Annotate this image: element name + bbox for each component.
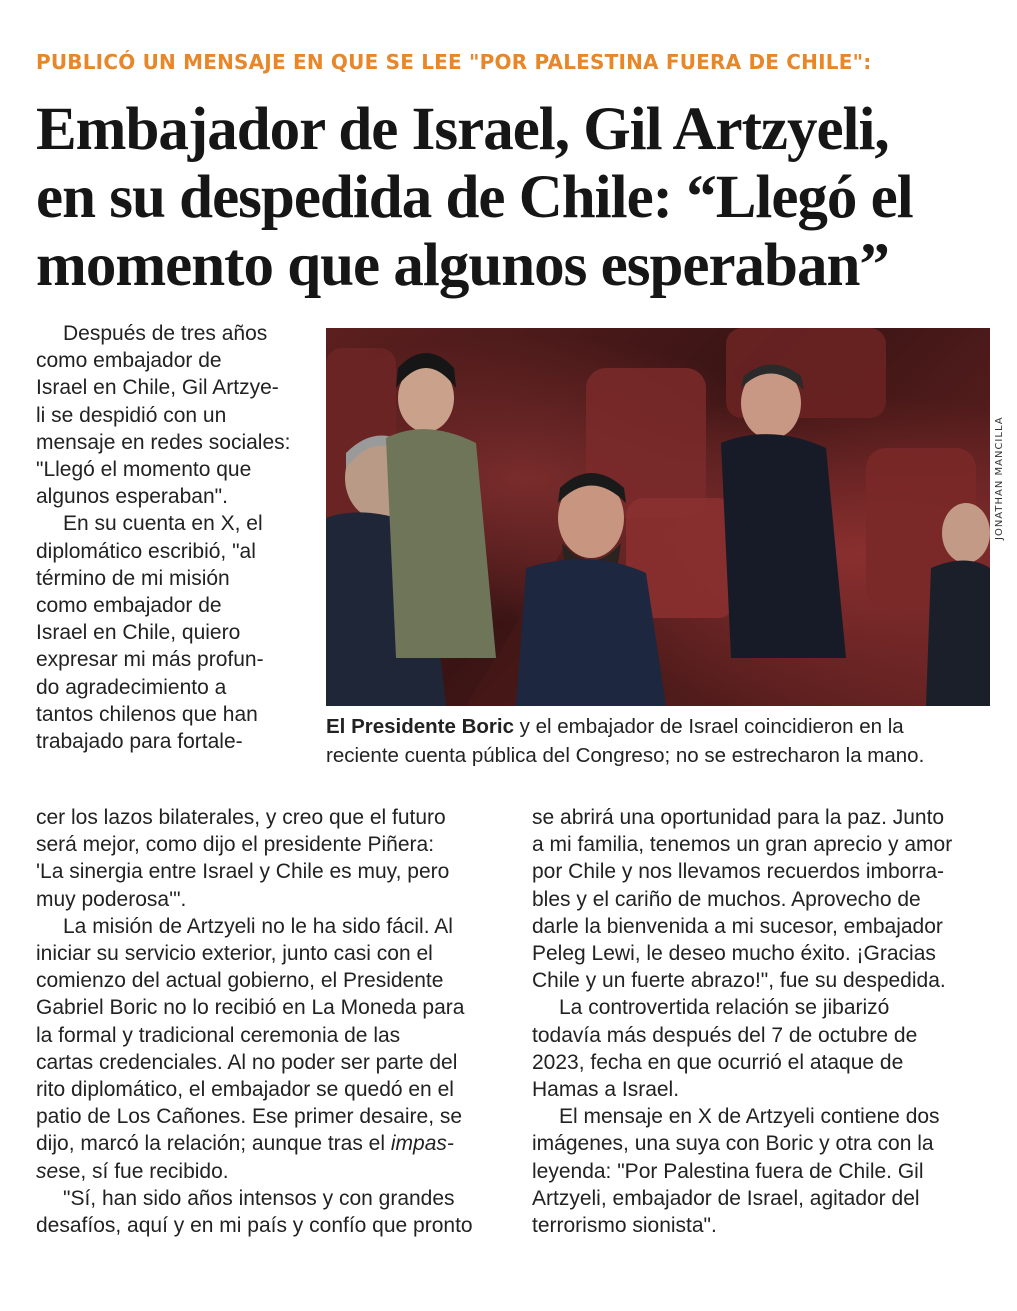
body-line: se abrirá una oportunidad para la paz. Junto [532,806,945,829]
body-line: término de mi misión [36,566,230,590]
body-line: do agradecimiento a [36,675,227,699]
caption-bold: El Presidente Boric [326,715,514,738]
body-line: Hamas a Israel. [532,1078,680,1102]
body-text: dijo, marcó la relación; aunque tras el [36,1132,391,1156]
photo-caption [326,712,996,770]
kicker: PUBLICÓ UN MENSAJE EN QUE SE LEE "POR PALESTINA FUERA DE CHILE": [36,50,872,74]
body-line: terrorismo sionista". [532,1214,717,1238]
body-line: El mensaje en X de Artzyeli contiene dos [559,1105,940,1129]
body-line: la formal y tradicional ceremonia de las [36,1023,401,1047]
body-line: diplomático escribió, "al [36,539,256,563]
body-line: iniciar su servicio exterior, junto casi con el [36,942,433,966]
body-line: Peleg Lewi, le deseo mucho éxito. ¡Gracias [532,942,936,966]
body-line: a mi familia, tenemos un gran aprecio y amor [532,833,953,857]
body-line: "Llegó el momento que [36,458,252,482]
body-line: muy poderosa'". [36,887,187,911]
body-line: patio de Los Cañones. Ese primer desaire, se [36,1105,463,1129]
body-line: todavía más después del 7 de octubre de [532,1023,918,1047]
body-line: La controvertida relación se jibarizó [559,996,890,1020]
body-line: será mejor, como dijo el presidente Piñera: [36,833,435,857]
body-text: se, sí fue recibido. [58,1159,229,1183]
body-line: cartas credenciales. Al no poder ser parte del [36,1050,458,1074]
body-line: Chile y un fuerte abrazo!", fue su despedida. [532,969,946,993]
body-column-2 [532,804,992,1239]
body-line [36,1130,506,1157]
body-line: Israel en Chile, Gil Artzye- [36,376,279,400]
news-photo [326,328,990,706]
body-line: li se despidió con un [36,403,227,427]
body-line: imágenes, una suya con Boric y otra con la [532,1132,934,1156]
italic-word: impas- [390,1132,454,1156]
body-line: como embajador de [36,349,222,373]
body-line: expresar mi más profun- [36,648,264,672]
headline-line: en su despedida de Chile: “Llegó el [36,164,913,231]
body-line: Artzyeli, embajador de Israel, agitador del [532,1186,920,1210]
headline-line: Embajador de Israel, Gil Artzyeli, [36,96,889,163]
headline [36,96,996,300]
body-line: Gabriel Boric no lo recibió en La Moneda para [36,996,465,1020]
body-column-1-bottom [36,804,506,1239]
body-line: desafíos, aquí y en mi país y confío que pronto [36,1214,473,1238]
body-line: "Sí, han sido años intensos y con grandes [63,1186,455,1210]
headline-line: momento que algunos esperaban” [36,232,889,299]
body-column-1-top [36,320,316,755]
body-line: por Chile y nos llevamos recuerdos imborra- [532,860,944,884]
body-line: tantos chilenos que han [36,702,258,726]
body-line: algunos esperaban". [36,485,228,509]
body-line: darle la bienvenida a mi sucesor, embajador [532,914,943,938]
photo-illustration [326,328,990,706]
body-line: comienzo del actual gobierno, el Presidente [36,969,444,993]
caption-line [326,712,996,741]
body-line: leyenda: "Por Palestina fuera de Chile. Gil [532,1159,924,1183]
body-line: como embajador de [36,594,222,618]
body-line: La misión de Artzyeli no le ha sido fácil. Al [63,914,453,938]
body-line: rito diplomático, el embajador se quedó en el [36,1078,454,1102]
caption-line: reciente cuenta pública del Congreso; no se estrecharon la mano. [326,744,925,767]
italic-word: se [36,1159,59,1183]
body-line: mensaje en redes sociales: [36,430,291,454]
body-line: trabajado para fortale- [36,730,243,754]
caption-text: y el embajador de Israel coincidieron en la [513,715,904,738]
body-line [36,1158,506,1185]
body-line: Israel en Chile, quiero [36,621,241,645]
body-line: cer los lazos bilaterales, y creo que el futuro [36,806,446,829]
body-line: En su cuenta en X, el [63,512,263,536]
body-line: 'La sinergia entre Israel y Chile es muy, pero [36,860,450,884]
body-line: bles y el cariño de muchos. Aprovecho de [532,887,921,911]
body-line: 2023, fecha en que ocurrió el ataque de [532,1050,904,1074]
body-line: Después de tres años [63,322,268,345]
photo-credit: JONATHAN MANCILLA [994,416,1005,540]
